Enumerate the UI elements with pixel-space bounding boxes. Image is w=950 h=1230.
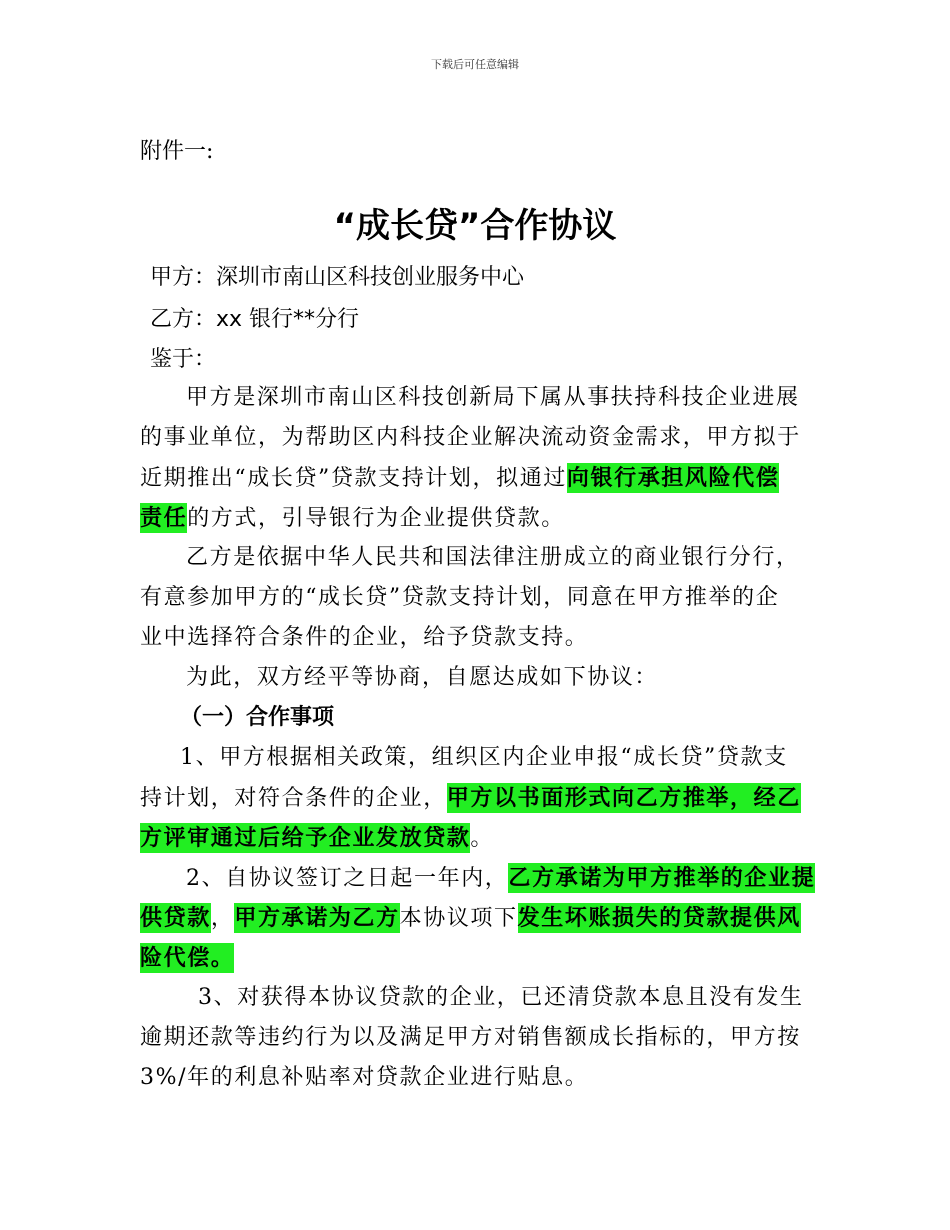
highlight-bank-commitment: 乙方承诺为甲方推举的企业提 bbox=[508, 865, 816, 891]
party-b: 乙方：xx 银行**分行 bbox=[150, 307, 360, 332]
item2-line2-text: 本协议项下 bbox=[399, 906, 518, 931]
para1-line3-text: 近期推出“成长贷”贷款支持计划，拟通过 bbox=[140, 466, 567, 491]
highlight-risk-compensation: 向银行承担风险代偿 bbox=[566, 465, 780, 491]
para2-line1: 乙方是依据中华人民共和国法律注册成立的商业银行分行， bbox=[186, 545, 800, 570]
item1-line2-text: 持计划，对符合条件的企业， bbox=[140, 786, 447, 811]
item2-line2-comma: ， bbox=[210, 906, 235, 931]
whereas-label: 鉴于： bbox=[150, 347, 217, 372]
attachment-label: 附件一: bbox=[140, 139, 214, 164]
para1-line4 bbox=[140, 503, 565, 534]
para1-line2: 的事业单位，为帮助区内科技企业解决流动资金需求，甲方拟于 bbox=[140, 425, 801, 450]
para1-line4-text: 的方式，引导银行为企业提供贷款。 bbox=[187, 506, 565, 531]
party-a: 甲方：深圳市南山区科技创业服务中心 bbox=[150, 265, 525, 290]
highlight-provide-loans: 供贷款 bbox=[140, 905, 211, 931]
para1-line3 bbox=[140, 463, 779, 494]
item1-line3 bbox=[140, 823, 494, 854]
item2-line1-text: 2、自协议签订之日起一年内， bbox=[186, 866, 509, 891]
highlight-bad-debt: 发生坏账损失的贷款提供风 bbox=[517, 905, 801, 931]
highlight-responsibility: 责任 bbox=[140, 505, 188, 531]
highlight-written-recommendation: 甲方以书面形式向乙方推举，经乙 bbox=[446, 785, 801, 811]
item3-line3: 3%/年的利息补贴率对贷款企业进行贴息。 bbox=[140, 1065, 589, 1090]
item2-line2 bbox=[140, 903, 801, 934]
para2-line3: 业中选择符合条件的企业，给予贷款支持。 bbox=[140, 625, 589, 650]
document-title: “成长贷”合作协议 bbox=[333, 206, 617, 246]
header-note: 下载后可任意编辑 bbox=[431, 58, 519, 71]
highlight-loan-issuance: 方评审通过后给予企业发放贷款 bbox=[140, 825, 471, 851]
item2-line1 bbox=[186, 863, 815, 894]
section1-heading: （一）合作事项 bbox=[180, 705, 335, 730]
item1-line1: 1、甲方根据相关政策，组织区内企业申报“成长贷”贷款支 bbox=[180, 745, 788, 770]
highlight-party-a-commitment: 甲方承诺为乙方 bbox=[234, 905, 400, 931]
para1-line1: 甲方是深圳市南山区科技创新局下属从事扶持科技企业进展 bbox=[186, 385, 800, 410]
item3-line1: 3、对获得本协议贷款的企业，已还清贷款本息且没有发生 bbox=[198, 985, 804, 1010]
item2-line3 bbox=[140, 943, 234, 974]
para2-line2: 有意参加甲方的“成长贷”贷款支持计划，同意在甲方推举的企 bbox=[140, 585, 780, 610]
item1-line2 bbox=[140, 783, 801, 814]
highlight-risk-compensation-2: 险代偿。 bbox=[140, 945, 235, 971]
para3: 为此，双方经平等协商，自愿达成如下协议： bbox=[186, 665, 659, 690]
item1-line3-text: 。 bbox=[470, 826, 495, 851]
item3-line2: 逾期还款等违约行为以及满足甲方对销售额成长指标的，甲方按 bbox=[140, 1025, 801, 1050]
